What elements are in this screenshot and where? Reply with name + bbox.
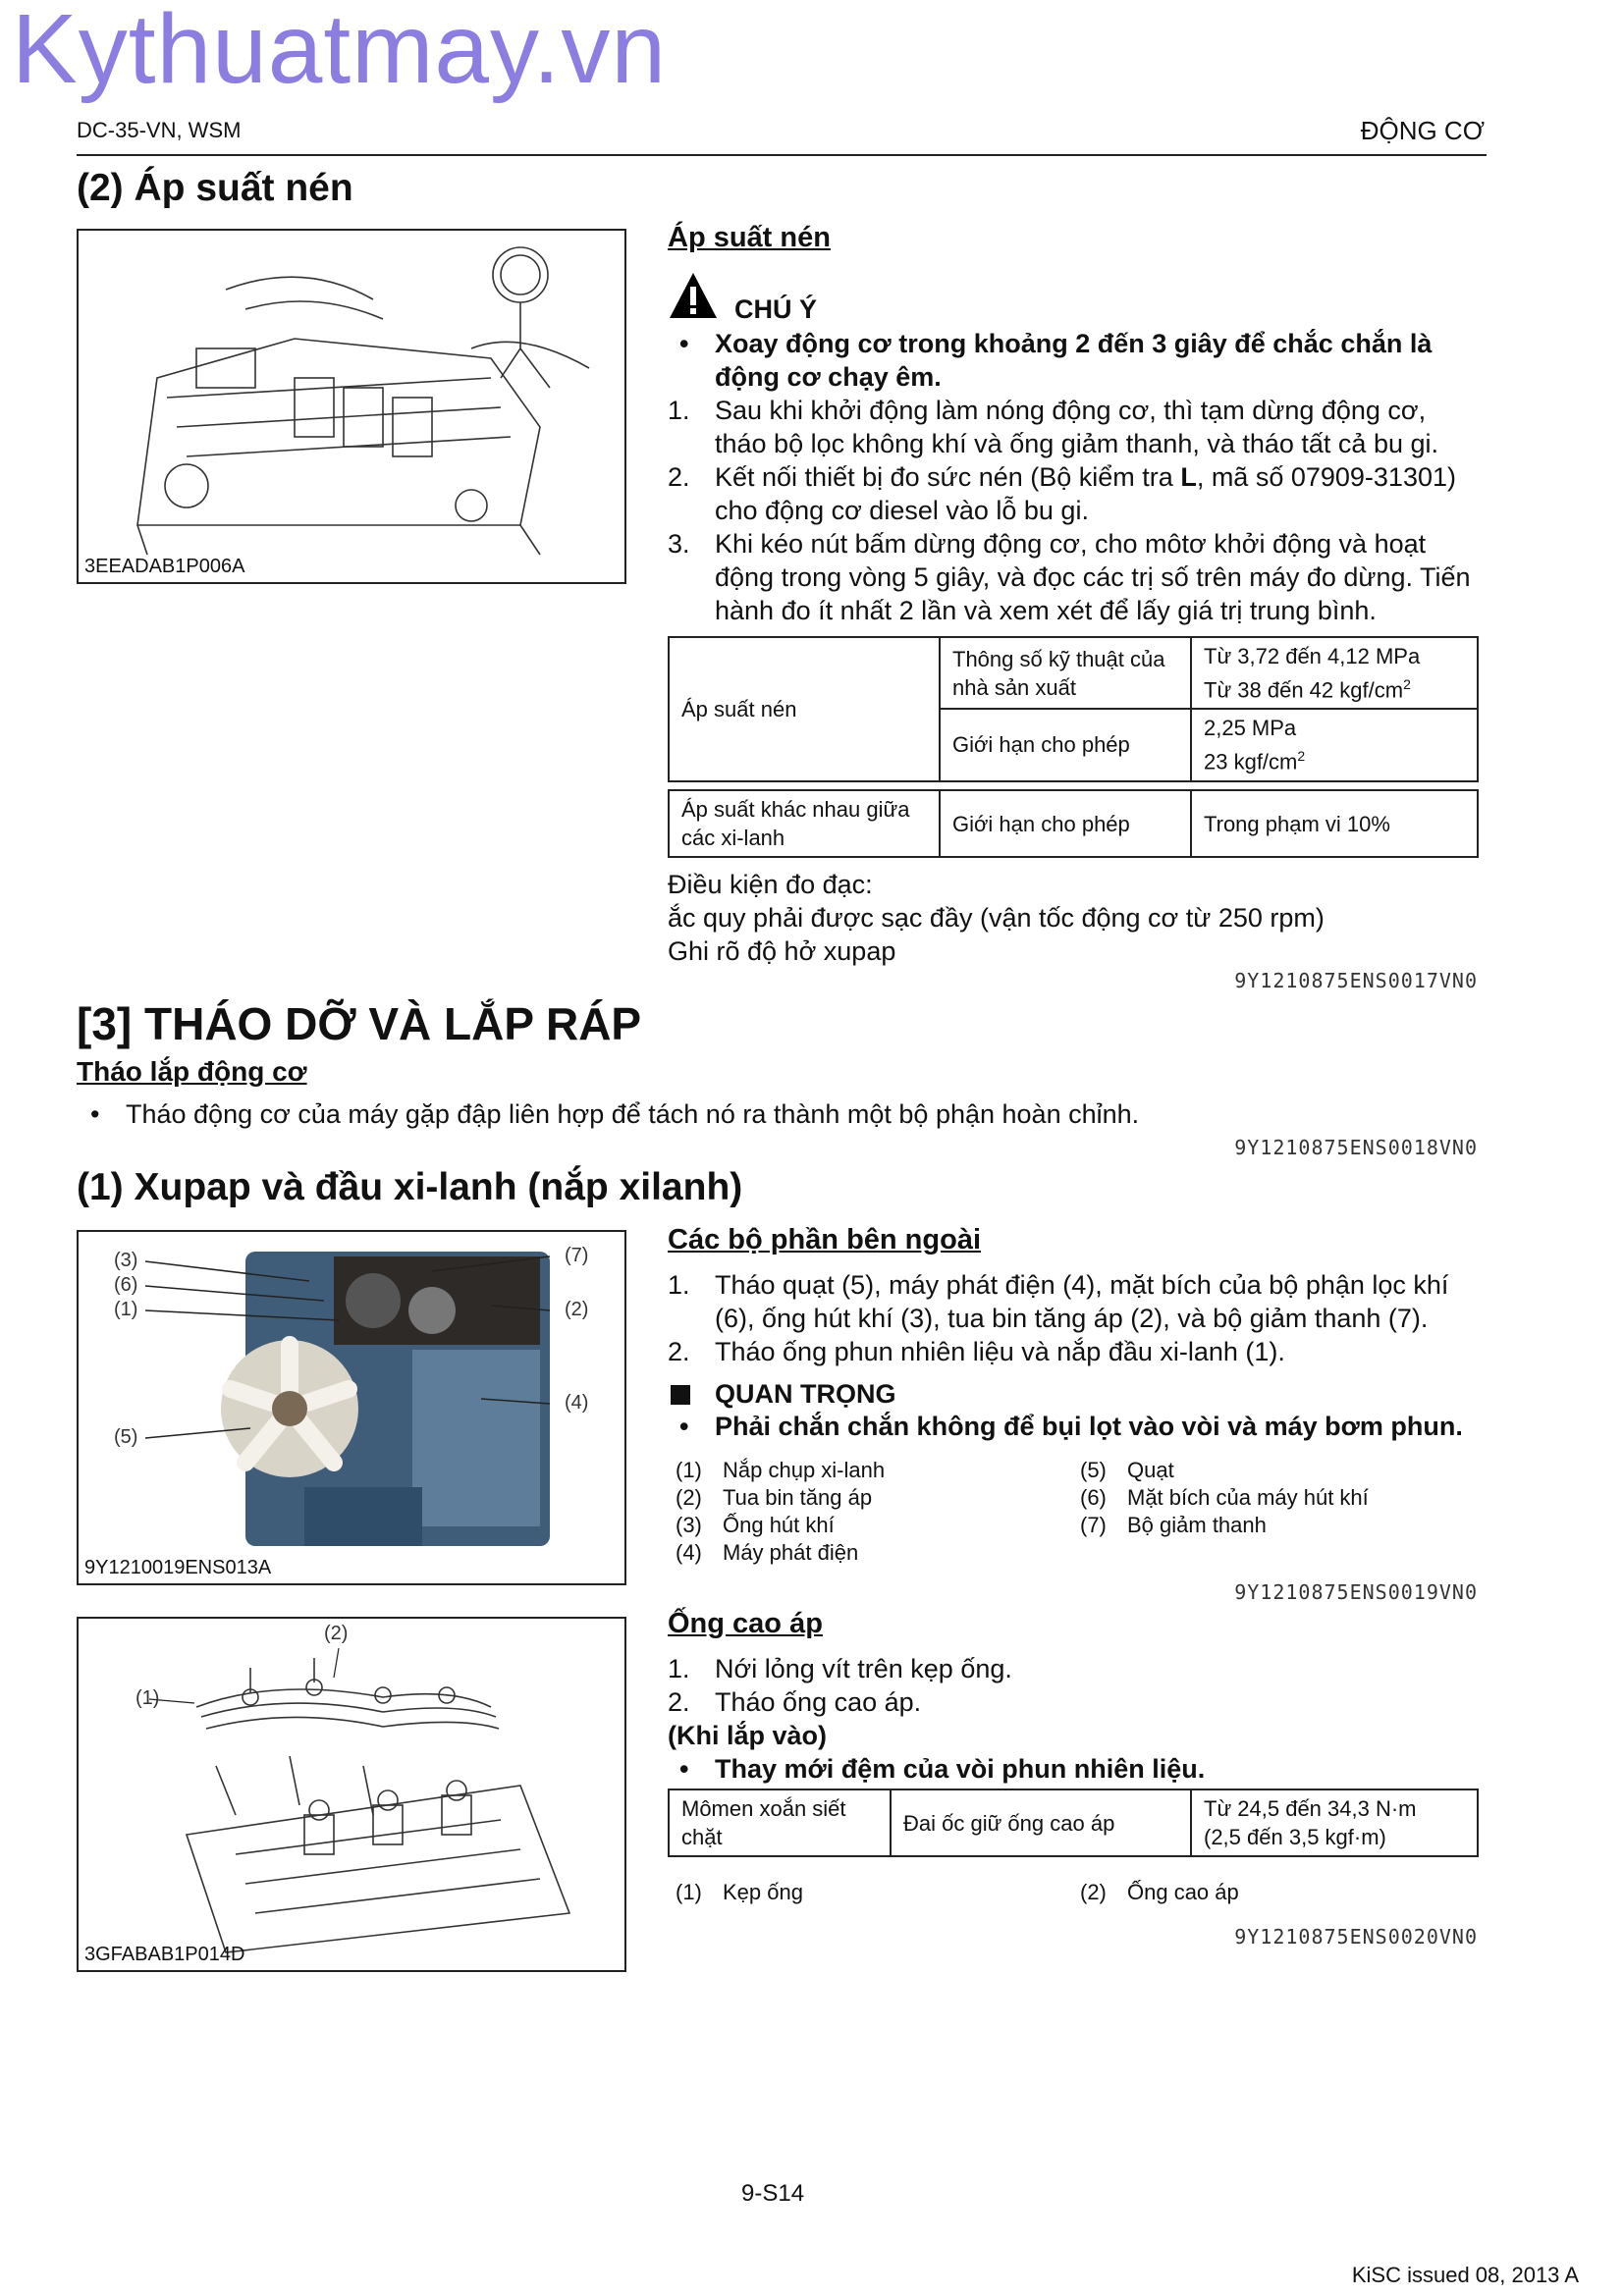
subtitle-external-parts: Các bộ phần bên ngoài <box>668 1224 982 1255</box>
doc-code: 9Y1210875ENS0018VN0 <box>1234 1136 1478 1159</box>
section-heading-compression: (2) Áp suất nén <box>77 167 353 209</box>
engine-gauge-illustration <box>79 231 624 582</box>
figure-caption: 9Y1210019ENS013A <box>84 1557 272 1578</box>
install-bullet: • Thay mới đệm của vòi phun nhiên liệu. <box>679 1754 1206 1784</box>
pipe-steps <box>668 1652 1483 1786</box>
page-number: 9-S14 <box>741 2180 805 2207</box>
doc-code: 9Y1210875ENS0020VN0 <box>1234 1925 1478 1949</box>
spec-item: Áp suất nén <box>669 637 940 781</box>
callout-label: (3) <box>114 1250 138 1271</box>
legend-pipe-left <box>676 1879 1068 1906</box>
spec-value: Từ 3,72 đến 4,12 MPa Từ 38 đến 42 kgf/$cm^2$ <box>1191 637 1478 709</box>
step-item: 2. Tháo ống cao áp. <box>668 1687 922 1717</box>
bullet-icon: • <box>90 1099 100 1129</box>
issued-note: KiSC issued 08, 2013 A <box>1351 2263 1579 2287</box>
section-heading-valve: (1) Xupap và đầu xi-lanh (nắp xilanh) <box>77 1166 743 1208</box>
figure-caption: 3GFABAB1P014D <box>84 1944 245 1965</box>
spec-value: Trong phạm vi 10% <box>1191 790 1478 857</box>
bullet-icon: • <box>679 1412 689 1441</box>
subtitle-disassembly: Tháo lắp động cơ <box>77 1056 307 1087</box>
doc-code: 9Y1210875ENS0019VN0 <box>1234 1580 1478 1604</box>
header-right: ĐỘNG CƠ <box>1360 116 1485 145</box>
legend-item: (4) Máy phát điện <box>676 1540 859 1565</box>
caution-bullet: • Xoay động cơ trong khoảng 2 đến 3 giây để chắc chắn là động cơ chạy êm. <box>679 329 1433 392</box>
important-bullet: • Phải chắn chắn không để bụi lọt vào vòi và máy bơm phun. <box>679 1412 1463 1441</box>
spec-value: 2,25 MPa 23 kgf/$cm^2$ <box>1191 709 1478 780</box>
cylinder-diff-table <box>668 789 1479 858</box>
step-item: 2. Kết nối thiết bị đo sức nén (Bộ kiểm tra L, mã số 07909-31301) cho động cơ diesel vào lỗ bu gi. <box>668 462 1456 525</box>
legend-item: (1) Kẹp ống <box>676 1880 803 1904</box>
callout-label: (1) <box>114 1299 138 1320</box>
legend-item: (1) Nắp chụp xi-lanh <box>676 1458 886 1482</box>
important-label: QUAN TRỌNG <box>715 1379 896 1409</box>
step-item: 1. Sau khi khởi động làm nóng động cơ, thì tạm dừng động cơ, tháo bộ lọc không khí và ống giảm thanh, và tháo tất cả bu gi. <box>668 396 1439 458</box>
callout-label: (2) <box>565 1299 589 1320</box>
install-label: (Khi lắp vào) <box>668 1721 828 1750</box>
legend-left <box>676 1457 1068 1567</box>
callout-label: (7) <box>565 1245 589 1266</box>
doc-code: 9Y1210875ENS0017VN0 <box>1234 969 1478 992</box>
figure-caption: 3EEADAB1P006A <box>84 556 245 577</box>
warning-icon <box>668 271 719 320</box>
callout-label: (5) <box>114 1426 138 1448</box>
caution-label: CHÚ Ý <box>734 294 818 324</box>
valve-steps <box>668 1268 1483 1368</box>
spec-item: Áp suất khác nhau giữa các xi-lanh <box>669 790 940 857</box>
legend-pipe-right <box>1080 1879 1473 1906</box>
watermark: Kythuatmay.vn <box>12 0 668 104</box>
spec-label: Giới hạn cho phép <box>940 709 1191 780</box>
legend-item: (6) Mặt bích của máy hút khí <box>1080 1485 1369 1510</box>
section-heading-disassembly: [3] THÁO DỠ VÀ LẮP RÁP <box>77 998 642 1049</box>
engine-photo-illustration <box>79 1232 624 1583</box>
important-square-icon <box>671 1385 690 1405</box>
legend-item: (7) Bộ giảm thanh <box>1080 1513 1267 1537</box>
injection-pipe-illustration <box>79 1619 624 1970</box>
compression-spec-table <box>668 636 1479 782</box>
step-item: 2. Tháo ống phun nhiên liệu và nắp đầu xi-lanh (1). <box>668 1337 1285 1366</box>
legend-right <box>1080 1457 1483 1539</box>
header-left: DC-35-VN, WSM <box>77 118 242 142</box>
header-rule <box>77 154 1487 156</box>
compression-figure <box>77 229 626 584</box>
callout-label: (6) <box>114 1274 138 1296</box>
callout-label: (4) <box>565 1392 589 1414</box>
compression-steps <box>668 394 1483 627</box>
spec-label: Thông số kỹ thuật của nhà sản xuất <box>940 637 1191 709</box>
subtitle-compression: Áp suất nén <box>668 222 831 253</box>
step-item: 1. Nới lỏng vít trên kẹp ống. <box>668 1654 1012 1683</box>
legend-item: (2) Tua bin tăng áp <box>676 1485 873 1510</box>
legend-item: (3) Ống hút khí <box>676 1513 835 1537</box>
bullet-icon: • <box>679 1754 689 1784</box>
step-item: 3. Khi kéo nút bấm dừng động cơ, cho môtơ khởi động và hoạt động trong vòng 5 giây, và đọc các trị số trên máy đo dừng. Tiến hành đo ít nhất 2 lần và xem xét để lấy giá trị trung bình. <box>668 529 1471 625</box>
engine-photo-figure <box>77 1230 626 1585</box>
callout-label: (1) <box>135 1687 160 1709</box>
pipe-figure <box>77 1617 626 1972</box>
torque-table <box>668 1789 1479 1857</box>
disassembly-bullet: • Tháo động cơ của máy gặp đập liên hợp để tách nó ra thành một bộ phận hoàn chỉnh. <box>90 1099 1140 1129</box>
spec-label: Giới hạn cho phép <box>940 790 1191 857</box>
step-item: 1. Tháo quạt (5), máy phát điện (4), mặt bích của bộ phận lọc khí (6), ống hút khí (3), tua bin tăng áp (2), và bộ giảm thanh (7). <box>668 1270 1449 1333</box>
callout-label: (2) <box>324 1623 349 1644</box>
legend-item: (2) Ống cao áp <box>1080 1880 1239 1904</box>
legend-item: (5) Quạt <box>1080 1458 1174 1482</box>
bullet-icon: • <box>679 329 689 358</box>
spec-label: Đai ốc giữ ống cao áp <box>891 1789 1191 1856</box>
spec-value: Từ 24,5 đến 34,3 N·m (2,5 đến 3,5 kgf·m) <box>1191 1789 1478 1856</box>
measurement-conditions: Điều kiện đo đạc: ắc quy phải được sạc đầy (vận tốc động cơ từ 250 rpm) Ghi rõ độ hở xupap <box>668 870 1325 966</box>
subtitle-pipe: Ống cao áp <box>668 1608 823 1639</box>
spec-item: Mômen xoắn siết chặt <box>669 1789 891 1856</box>
